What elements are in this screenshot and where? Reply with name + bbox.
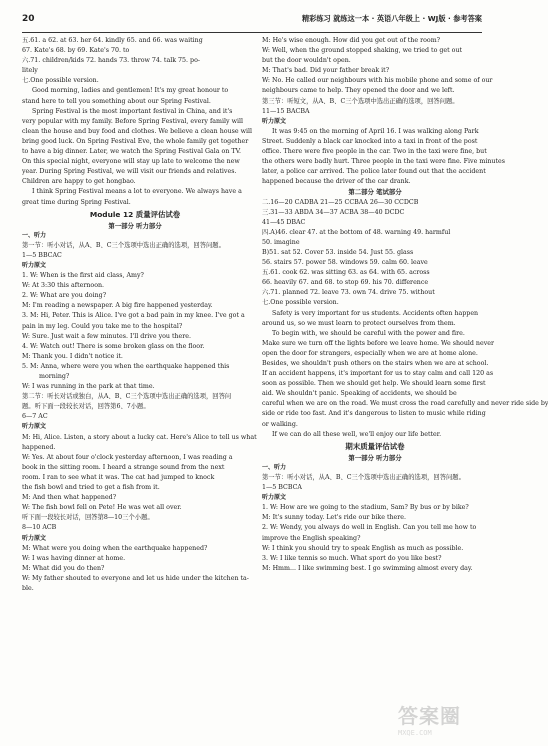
text-line: 一、听力 (262, 463, 287, 471)
text-line: W: The fish bowl fell on Pete! He was wet all over. (22, 504, 182, 512)
text-line: 2. W: What are you doing? (22, 292, 107, 300)
text-line: 11—15 BACBA (262, 107, 310, 115)
text-line: 6—7 AC (22, 413, 48, 421)
text-line: 8—10 ACB (22, 524, 57, 532)
text-line: Besides, we shouldn't push others on the stairs when we are at school. (262, 360, 489, 367)
text-line: Children are happy to get hongbao. (22, 178, 136, 186)
text-line: 41—45 DBAC (262, 218, 306, 226)
text-line: M: That's bad. Did your father break it? (262, 67, 390, 75)
text-line: W: Yes. At about four o'clock yesterday afternoon, I was reading a (22, 453, 233, 461)
text-line: 第三节：听短文，从A、B、C三个选项中选出正确的选项，回答问题。 (262, 97, 459, 105)
text-line: neighbours came to help. They opened the door and we left. (262, 87, 455, 95)
text-line: 听下面一段较长对话，回答第8—10三个小题。 (22, 514, 154, 522)
text-line: If we can do all these well, we'll enjoy our life better. (272, 430, 442, 438)
text-line: or walking. (262, 420, 298, 428)
text-line: litely (22, 67, 38, 75)
text-line: W: I was running in the park at that time. (22, 383, 155, 391)
text-line: 一、听力 (22, 231, 47, 239)
text-line: Safety is very important for us students. Accidents often happen (272, 309, 479, 317)
text-line: 3. M: Hi, Peter. This is Alice. I've got a bad pain in my knee. I've got a (22, 312, 245, 320)
text-line: M: What did you do then? (22, 564, 105, 572)
text-line: 3. W: I like tennis so much. What sport do you like best? (262, 554, 442, 562)
page-header (22, 8, 482, 33)
text-line: It was 9:45 on the morning of April 16. I was walking along Park (272, 127, 479, 135)
text-line: 听力原文 (262, 117, 287, 125)
text-line: Good morning, ladies and gentlemen! It's my great honour to (32, 87, 229, 95)
text-line: I think Spring Festival means a lot to everyone. We always have a (32, 188, 242, 196)
text-line: 1—5 BBCAC (22, 251, 62, 259)
watermark-url: MXQE.COM (398, 729, 432, 737)
text-line: around us, so we must learn to protect ourselves from them. (262, 319, 456, 327)
text-line: M: What were you doing when the earthquake happened? (22, 544, 208, 552)
text-line: 听力原文 (22, 423, 47, 431)
text-line: Spring Festival is the most important festival in China, and it's (32, 107, 233, 115)
book-brand: 精彩练习 就练这一本 · 英语八年级上 · WJ版 · 参考答案 (301, 14, 482, 23)
text-line: office. There were five people in the car. Two in the taxi were fine, but (262, 148, 487, 156)
text-line: 七.One possible version. (262, 299, 339, 307)
text-line: 题。听下面一段较长对话，回答第6、7小题。 (22, 403, 150, 411)
text-line: 5. M: Anna, where were you when the earthquake happened this (22, 362, 230, 370)
text-line: On this special night, everyone will stay up late to welcome the new (22, 158, 240, 166)
text-line: W: I think you should try to speak English as much as possible. (262, 544, 464, 552)
text-line: year. During Spring Festival, we will visit our friends and relatives. (22, 168, 237, 176)
text-line: pain in my leg. Could you take me to the hospital? (22, 322, 183, 330)
text-line: 五.61. a 62. at 63. her 64. kindly 65. and 66. was waiting (22, 37, 203, 44)
text-line: 4. W: Watch out! There is some broken glass on the floor. (22, 342, 205, 350)
text-line: 期末质量评估试卷 (345, 441, 405, 451)
text-line: 1. W: When is the first aid class, Amy? (22, 272, 144, 280)
text-line: Module 12 质量评估试卷 (89, 209, 181, 219)
text-line: 七.One possible version. (22, 77, 99, 85)
text-line: 五.61. cook 62. was sitting 63. as 64. with 65. across (262, 269, 430, 277)
watermark-text: 答案圈 (398, 704, 461, 728)
text-line: improve the English speaking? (262, 534, 361, 542)
text-line: 2. W: Wendy, you always do well in English. Can you tell me how to (262, 524, 477, 532)
text-line: 听力原文 (22, 534, 47, 542)
text-line: M: He's wise enough. How did you get out of the room? (262, 37, 441, 44)
right-column (262, 36, 548, 574)
text-line: 听力原文 (22, 261, 47, 269)
text-line: W: Well, when the ground stopped shaking, we tried to get out (262, 47, 463, 55)
text-line: 六.71. planned 72. leave 73. own 74. drive 75. without (262, 289, 435, 297)
text-line: ble. (22, 584, 34, 592)
text-line: W: At 3:30 this afternoon. (22, 282, 105, 290)
text-line: bring good luck. On Spring Festival Eve, the whole family get together (22, 137, 249, 145)
text-line: side or ride too fast. And it's dangerous to listen to music while riding (262, 410, 486, 418)
text-line: very popular with my family. Before Spring Festival, every family will (22, 117, 244, 125)
text-line: 三.31—33 ABDA 34—37 ACBA 38—40 DCDC (262, 208, 405, 216)
text-line: stand here to tell you something about our Spring Festival. (22, 97, 211, 105)
text-line: 第一节：听小对话，从A、B、C三个选项中选出正确的选项，回答问题。 (262, 473, 465, 481)
text-line: 第二节：听长对话或独白，从A、B、C三个选项中选出正确的选项，回答问 (22, 393, 232, 401)
text-line: W: I was having dinner at home. (22, 554, 126, 562)
left-column (22, 36, 257, 594)
text-line: To begin with, we should be careful with the power and fire. (272, 329, 465, 337)
text-line: later, a police car arrived. The police later found out that the accident (262, 168, 486, 176)
text-line: 1—5 BCBCA (262, 484, 302, 492)
text-line: M: Hi, Alice. Listen, a story about a lucky cat. Here's Alice to tell us what (22, 433, 257, 441)
text-line: Street. Suddenly a black car knocked into a taxi in front of the post (262, 137, 478, 145)
text-line: the fish bowl and tried to get a fish from it. (22, 484, 160, 492)
text-line: 第一部分 听力部分 (108, 221, 162, 230)
text-line: 第一节：听小对话，从A、B、C三个选项中选出正确的选项，回答问题。 (22, 241, 225, 249)
text-line: M: It's sunny today. Let's ride our bike there. (262, 514, 407, 522)
text-line: 听力原文 (262, 494, 287, 502)
text-line: aid. We shouldn't panic. Speaking of accidents, we should be (262, 390, 457, 398)
text-line: open the door for strangers, especially when we are at home alone. (262, 349, 478, 357)
text-line: happened because the driver of the car drank. (262, 178, 411, 186)
text-line: M: Hmm... I like swimming best. I go swimming almost every day. (262, 564, 473, 572)
text-line: 67. Kate's 68. by 69. Kate's 70. to (22, 47, 130, 55)
text-line: Make sure we turn off the lights before we leave home. We should never (262, 339, 495, 347)
text-line: M: I'm reading a newspaper. A big fire happened yesterday. (22, 302, 213, 310)
text-line: W: My father shouted to everyone and let us hide under the kitchen ta- (22, 574, 249, 582)
text-line: 50. imagine (262, 238, 300, 246)
text-line: 二.16—20 CADBA 21—25 CCBAA 26—30 CCDCB (262, 198, 419, 206)
text-line: W: No. He called our neighbours with his mobile phone and some of our (262, 77, 493, 85)
text-line: B)51. sat 52. Cover 53. inside 54. Just 55. glass (262, 248, 414, 256)
text-line: room. I ran to see what it was. The cat had jumped to knock (22, 473, 215, 481)
watermark-logo (398, 700, 490, 740)
text-line: 66. heavily 67. and 68. to stop 69. his 70. difference (262, 279, 429, 287)
text-line: 1. W: How are we going to the stadium, Sam? By bus or by bike? (262, 504, 469, 512)
text-line: morning? (39, 373, 70, 380)
text-line: clean the house and buy food and clothes. We believe a clean house will (22, 127, 253, 135)
text-line: but the door wouldn't open. (262, 57, 351, 65)
text-line: 56. stairs 57. power 58. windows 59. calm 60. leave (262, 259, 428, 267)
text-line: 第二部分 笔试部分 (348, 188, 402, 197)
text-line: M: And then what happened? (22, 494, 117, 502)
text-line: M: Thank you. I didn't notice it. (22, 352, 123, 360)
text-line: If an accident happens, it's important for us to stay calm and call 120 as (262, 370, 494, 378)
text-line: 第一部分 听力部分 (348, 453, 402, 462)
text-line: the others were badly hurt. Three people in the taxi were fine. Five minutes (262, 158, 505, 166)
text-line: 六.71. children/kids 72. hands 73. throw 74. talk 75. po- (22, 57, 200, 65)
text-line: happened. (22, 443, 56, 451)
text-line: W: Sure. Just wait a few minutes. I'll drive you there. (22, 332, 192, 340)
text-line: great time during Spring Festival. (22, 198, 131, 206)
text-line: careful when we are on the road. We must cross the road carefully and never ride side by (262, 400, 548, 408)
text-line: to have a big dinner. Later, we watch the Spring Festival Gala on TV. (22, 148, 242, 156)
text-line: 四.A)46. clear 47. at the bottom of 48. warning 49. harmful (262, 228, 451, 236)
text-line: book in the sitting room. I heard a strange sound from the next (22, 463, 225, 471)
text-line: soon as possible. Then we should get help. We should learn some first (262, 380, 486, 388)
page-number: 20 (22, 14, 35, 24)
